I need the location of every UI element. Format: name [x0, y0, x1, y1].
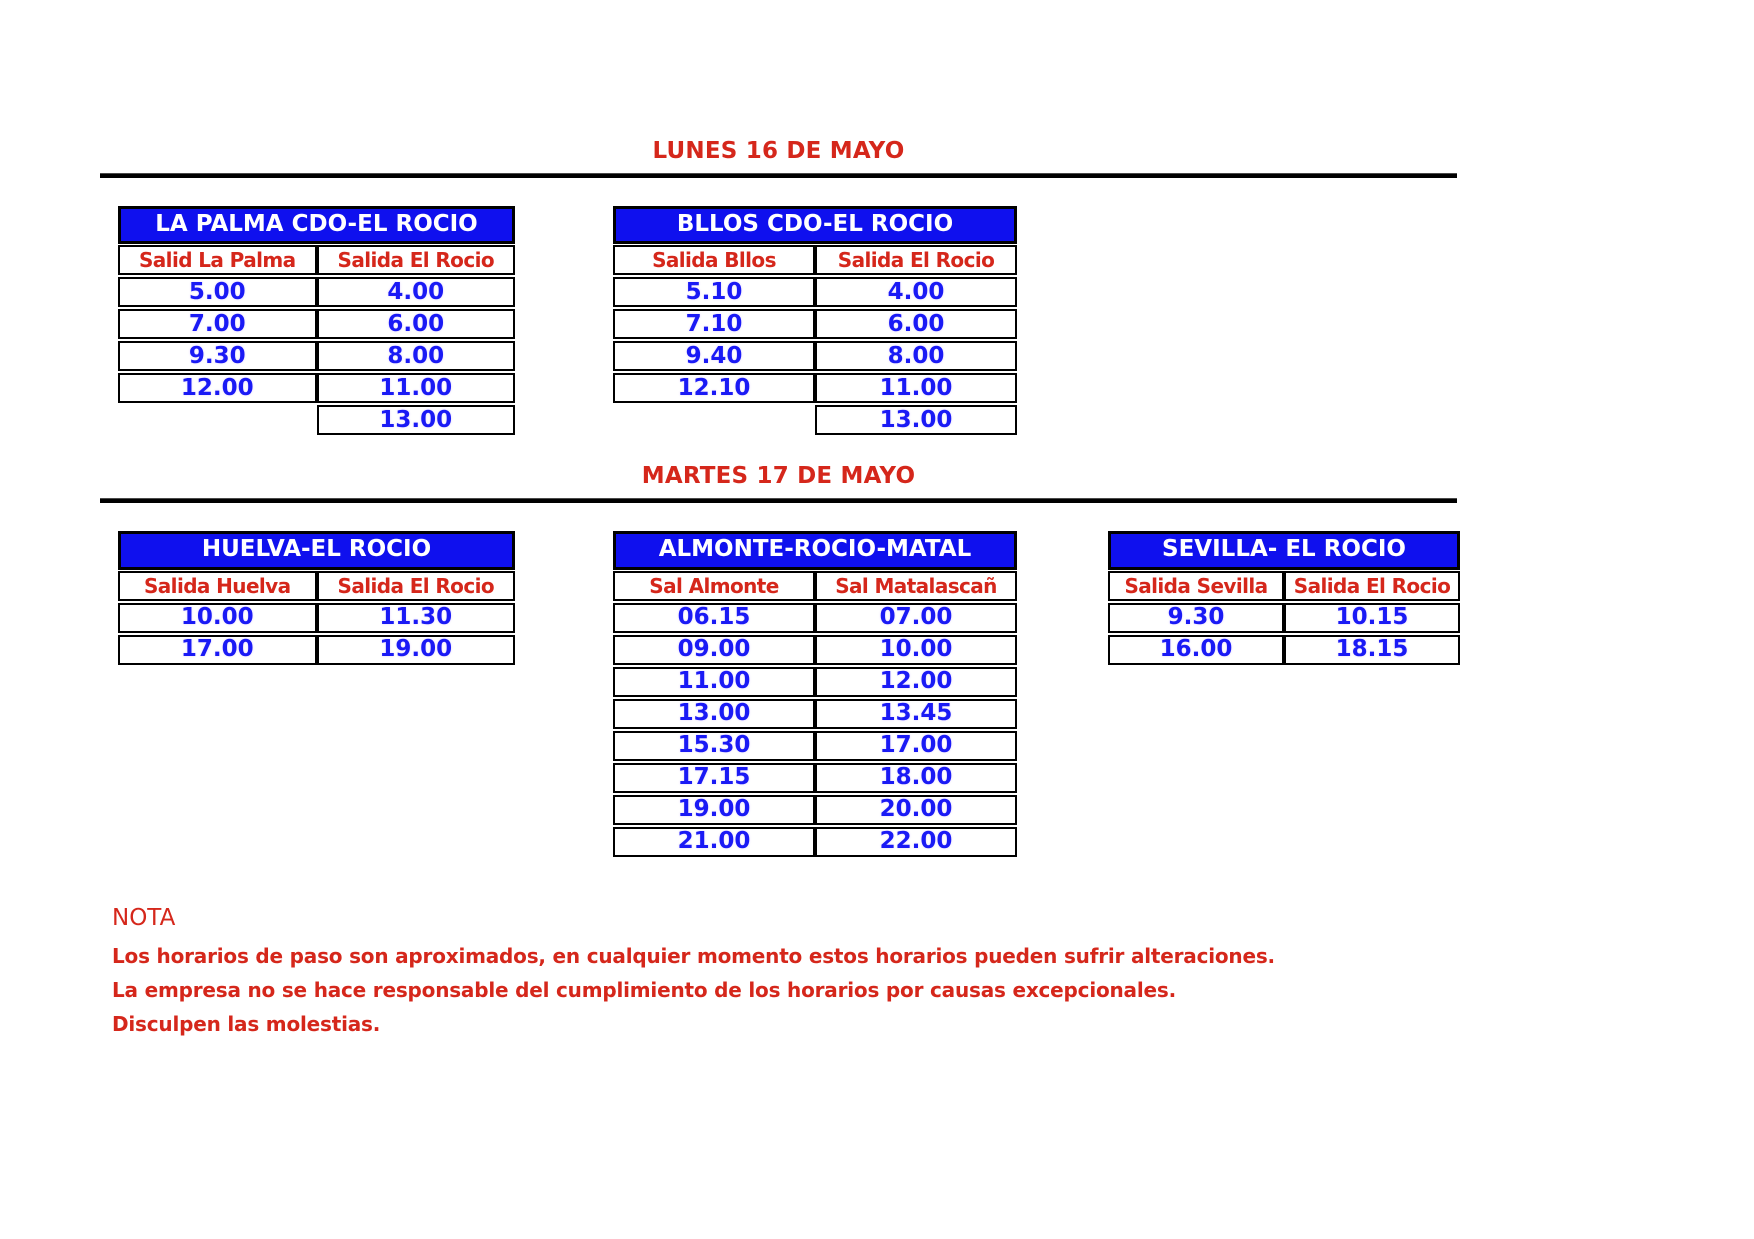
time-cell: 16.00	[1108, 635, 1284, 665]
column-header: Salida Huelva	[118, 571, 317, 601]
time-cell: 09.00	[613, 635, 815, 665]
time-cell: 13.00	[815, 405, 1017, 435]
timetable-row	[118, 635, 515, 665]
timetable-row	[1108, 635, 1460, 665]
column-header-row	[118, 245, 515, 275]
time-cell: 4.00	[317, 277, 516, 307]
note-block	[112, 905, 1457, 1041]
time-cell: 6.00	[317, 309, 516, 339]
time-cell: 20.00	[815, 795, 1017, 825]
time-cell: 9.40	[613, 341, 815, 371]
note-line: Disculpen las molestias.	[112, 1011, 381, 1036]
timetable-row	[118, 373, 515, 403]
empty-cell	[613, 405, 815, 435]
times-table	[613, 569, 1017, 859]
time-cell: 4.00	[815, 277, 1017, 307]
timetable-title: LA PALMA CDO-EL ROCIO	[118, 206, 515, 244]
time-cell: 8.00	[815, 341, 1017, 371]
timetable-la-palma	[118, 206, 515, 437]
time-cell: 5.00	[118, 277, 317, 307]
time-cell: 17.00	[118, 635, 317, 665]
column-header: Salida El Rocio	[317, 245, 516, 275]
time-cell: 19.00	[317, 635, 516, 665]
timetable-row	[118, 405, 515, 435]
time-cell: 11.30	[317, 603, 516, 633]
time-cell: 7.00	[118, 309, 317, 339]
timetable-row	[1108, 603, 1460, 633]
timetable-row	[613, 373, 1017, 403]
timetable-row	[613, 635, 1017, 665]
times-table	[613, 243, 1017, 437]
time-cell: 17.00	[815, 731, 1017, 761]
time-cell: 18.15	[1284, 635, 1460, 665]
time-cell: 11.00	[613, 667, 815, 697]
time-cell: 10.15	[1284, 603, 1460, 633]
time-cell: 9.30	[1108, 603, 1284, 633]
time-cell: 11.00	[815, 373, 1017, 403]
time-cell: 06.15	[613, 603, 815, 633]
timetable-row	[613, 405, 1017, 435]
column-header: Salida Bllos	[613, 245, 815, 275]
timetable-row	[118, 277, 515, 307]
column-header: Salida El Rocio	[815, 245, 1017, 275]
horizontal-rule	[100, 173, 1457, 178]
section-lunes	[100, 138, 1457, 437]
time-cell: 8.00	[317, 341, 516, 371]
timetable-row	[613, 827, 1017, 857]
tables-row-lunes	[100, 206, 1457, 437]
note-line: La empresa no se hace responsable del cumplimiento de los horarios por causas excepcionales.	[112, 977, 1176, 1002]
time-cell: 17.15	[613, 763, 815, 793]
time-cell: 13.00	[613, 699, 815, 729]
timetable-row	[613, 763, 1017, 793]
time-cell: 07.00	[815, 603, 1017, 633]
time-cell: 11.00	[317, 373, 516, 403]
times-table	[118, 569, 515, 667]
timetable-huelva	[118, 531, 515, 666]
time-cell: 22.00	[815, 827, 1017, 857]
timetable-title: ALMONTE-ROCIO-MATAL	[613, 531, 1017, 569]
timetable-title: SEVILLA- EL ROCIO	[1108, 531, 1460, 569]
timetable-row	[613, 667, 1017, 697]
timetable-bllos	[613, 206, 1017, 437]
timetable-row	[118, 603, 515, 633]
column-header-row	[1108, 571, 1460, 601]
times-table	[1108, 569, 1460, 667]
time-cell: 12.10	[613, 373, 815, 403]
timetable-title: BLLOS CDO-EL ROCIO	[613, 206, 1017, 244]
column-header: Salida El Rocio	[1284, 571, 1460, 601]
timetable-row	[613, 699, 1017, 729]
timetable-row	[613, 795, 1017, 825]
timetable-row	[118, 309, 515, 339]
column-header: Salida El Rocio	[317, 571, 516, 601]
timetable-row	[613, 309, 1017, 339]
time-cell: 13.45	[815, 699, 1017, 729]
time-cell: 12.00	[118, 373, 317, 403]
time-cell: 9.30	[118, 341, 317, 371]
section-martes	[100, 463, 1457, 858]
timetable-title: HUELVA-EL ROCIO	[118, 531, 515, 569]
section-title-lunes: LUNES 16 DE MAYO	[652, 138, 905, 164]
timetable-row	[613, 603, 1017, 633]
times-table	[118, 243, 515, 437]
tables-row-martes	[100, 531, 1457, 858]
timetable-row	[613, 277, 1017, 307]
column-header: Salida Sevilla	[1108, 571, 1284, 601]
time-cell: 21.00	[613, 827, 815, 857]
time-cell: 15.30	[613, 731, 815, 761]
column-header-row	[118, 571, 515, 601]
time-cell: 18.00	[815, 763, 1017, 793]
column-header-row	[613, 571, 1017, 601]
timetable-almonte	[613, 531, 1017, 858]
timetable-row	[118, 341, 515, 371]
time-cell: 5.10	[613, 277, 815, 307]
note-line: Los horarios de paso son aproximados, en cualquier momento estos horarios pueden sufrir alteraciones.	[112, 943, 1275, 968]
document-content	[100, 0, 1457, 1041]
empty-cell	[118, 405, 317, 435]
column-header-row	[613, 245, 1017, 275]
time-cell: 12.00	[815, 667, 1017, 697]
column-header: Salid La Palma	[118, 245, 317, 275]
time-cell: 6.00	[815, 309, 1017, 339]
column-header: Sal Almonte	[613, 571, 815, 601]
note-label: NOTA	[112, 904, 176, 931]
horizontal-rule	[100, 498, 1457, 503]
section-title-martes: MARTES 17 DE MAYO	[641, 463, 916, 490]
time-cell: 13.00	[317, 405, 516, 435]
time-cell: 10.00	[815, 635, 1017, 665]
time-cell: 10.00	[118, 603, 317, 633]
timetable-row	[613, 341, 1017, 371]
time-cell: 19.00	[613, 795, 815, 825]
timetable-sevilla	[1108, 531, 1460, 666]
column-header: Sal Matalascañ	[815, 571, 1017, 601]
time-cell: 7.10	[613, 309, 815, 339]
timetable-row	[613, 731, 1017, 761]
